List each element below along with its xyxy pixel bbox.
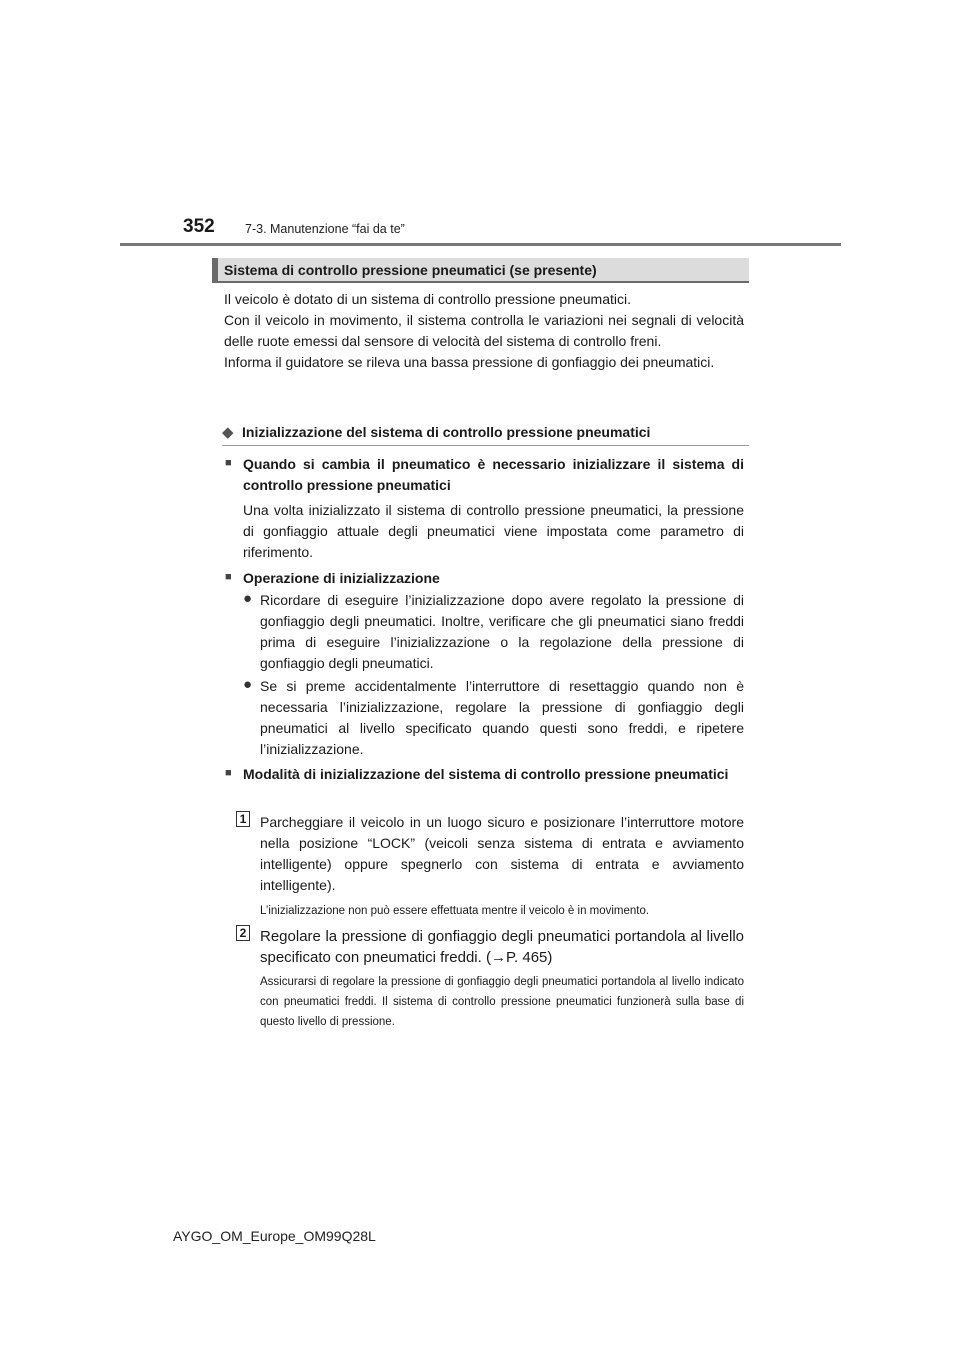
square-bullet-icon: ■	[225, 767, 232, 779]
step-number-badge: 2	[236, 925, 250, 941]
heading-tire-change: Quando si cambia il pneumatico è necessario inizializzare il sistema di controllo pressione pneumatici	[243, 456, 744, 493]
bullet-item: Se si preme accidentalmente l’interruttore di resettaggio quando non è necessaria l’inizializzazione, regolare la pressione di gonfiaggio degli pneumatici al livello specificato quando questi sono freddi, e ripetere l’inizializzazione.	[260, 678, 744, 757]
intro-paragraph: Informa il guidatore se rileva una bassa pressione di gonfiaggio dei pneumatici.	[224, 354, 715, 370]
step-note: Assicurarsi di regolare la pressione di gonfiaggio degli pneumatici portandola al livello indicato con pneumatici freddi. Il sistema di controllo pressione pneumatici funzionerà sulla base di questo livello di pressione.	[260, 976, 744, 1028]
bullet-item: Ricordare di eseguire l’inizializzazione dopo avere regolato la pressione di gonfiaggio degli pneumatici. Inoltre, verificare che gli pneumatici siano freddi prima di eseguire l’inizializzazione o la regolazione della pressione di gonfiaggio degli pneumatici.	[260, 592, 744, 671]
step-number-badge: 1	[236, 811, 250, 827]
square-bullet-icon: ■	[225, 457, 232, 469]
paragraph-reference: Una volta inizializzato il sistema di controllo pressione pneumatici, la pressione di gonfiaggio attuale degli pneumatici viene impostata come parametro di riferimento.	[243, 502, 744, 560]
step-text: Parcheggiare il veicolo in un luogo sicuro e posizionare l’interruttore motore nella posizione “LOCK” (veicoli senza sistema di entrata e avviamento intelligente) oppure spegnerlo con sistema di entrata e avviamento intelligente).	[260, 814, 744, 893]
intro-paragraph: Con il veicolo in movimento, il sistema controlla le variazioni nei segnali di velocità delle ruote emessi dal sensore di velocità del sistema di controllo freni.	[224, 312, 744, 349]
heading-initialization-operation: Operazione di inizializzazione	[243, 570, 440, 586]
header-divider	[120, 243, 841, 246]
square-bullet-icon: ■	[225, 571, 232, 583]
footer-document-code: AYGO_OM_Europe_OM99Q28L	[173, 1228, 376, 1244]
heading-initialization-mode: Modalità di inizializzazione del sistema di controllo pressione pneumatici	[243, 766, 729, 782]
step-text: Regolare la pressione di gonfiaggio degli pneumatici portandola al livello specificato con pneumatici freddi. (→P. 465)	[260, 928, 744, 966]
subsection-header	[222, 423, 749, 446]
breadcrumb: 7-3. Manutenzione “fai da te”	[245, 222, 405, 236]
subsection-title: Inizializzazione del sistema di controllo pressione pneumatici	[242, 424, 651, 440]
section-title: Sistema di controllo pressione pneumatici (se presente)	[224, 262, 597, 278]
page-number: 352	[183, 216, 215, 237]
section-header-bar	[212, 258, 218, 281]
bullet-dot-icon: ●	[243, 676, 253, 693]
step-note: L’inizializzazione non può essere effettuata mentre il veicolo è in movimento.	[260, 905, 650, 917]
diamond-icon: ◆	[222, 424, 234, 441]
intro-text	[224, 289, 744, 373]
bullet-dot-icon: ●	[243, 590, 253, 607]
intro-paragraph: Il veicolo è dotato di un sistema di controllo pressione pneumatici.	[224, 291, 631, 307]
section-header	[212, 258, 749, 283]
